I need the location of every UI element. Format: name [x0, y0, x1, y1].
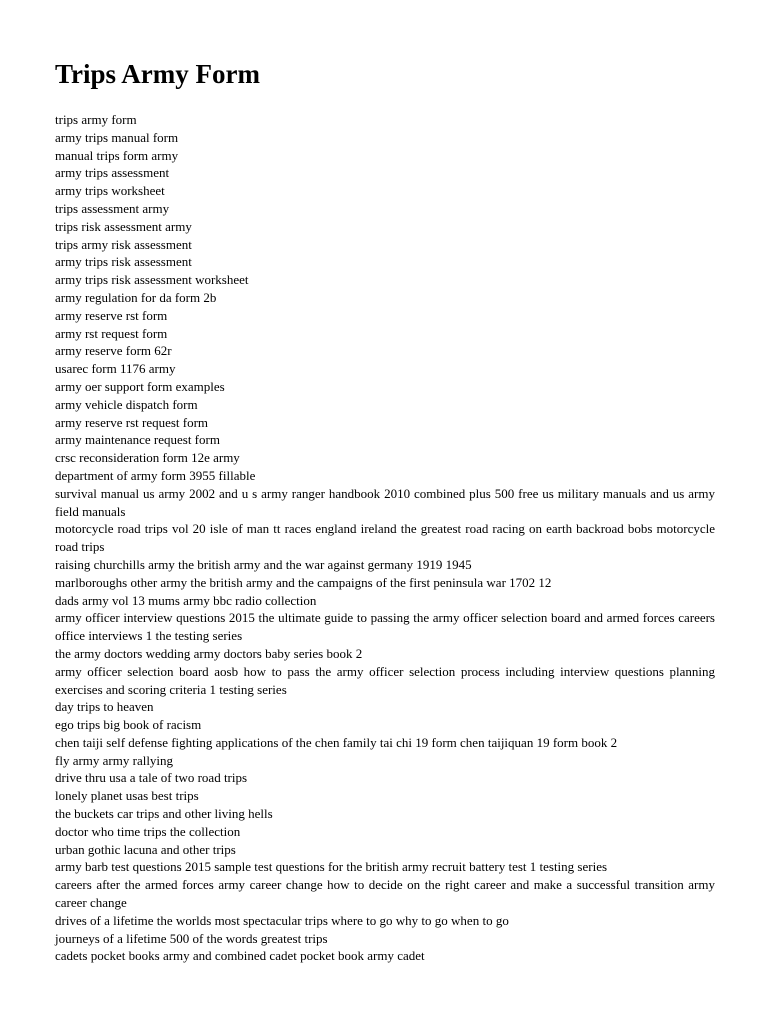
list-item: urban gothic lacuna and other trips [55, 841, 236, 857]
list-item: trips risk assessment army [55, 218, 192, 234]
list-item: crsc reconsideration form 12e army [55, 450, 240, 466]
list-item: army officer selection board aosb how to pass the army officer selection process including interview questions planning exercises and scoring criteria 1 testing series [55, 663, 715, 697]
list-item: army reserve form 62r [55, 343, 172, 359]
list-item: doctor who time trips the collection [55, 823, 241, 839]
list-item: drives of a lifetime the worlds most spectacular trips where to go why to go when to go [55, 912, 509, 928]
document-page [55, 58, 715, 965]
list-item: army vehicle dispatch form [55, 396, 198, 412]
list-item: army oer support form examples [55, 378, 225, 394]
list-item: trips assessment army [55, 200, 170, 216]
list-item: the buckets car trips and other living hells [55, 806, 273, 822]
list-item: ego trips big book of racism [55, 717, 202, 733]
list-item: department of army form 3955 fillable [55, 467, 256, 483]
list-item: dads army vol 13 mums army bbc radio collection [55, 592, 317, 608]
list-item: lonely planet usas best trips [55, 788, 199, 804]
list-item: army trips risk assessment [55, 254, 192, 270]
list-item: chen taiji self defense fighting applications of the chen family tai chi 19 form chen taijiquan 19 form book 2 [55, 734, 618, 750]
list-item: trips army form [55, 112, 137, 127]
list-item: army trips risk assessment worksheet [55, 272, 249, 288]
list-item: raising churchills army the british army and the war against germany 1919 1945 [55, 556, 472, 572]
list-item: army trips worksheet [55, 183, 165, 199]
list-item: manual trips form army [55, 147, 179, 163]
list-item: army barb test questions 2015 sample test questions for the british army recruit battery test 1 testing series [55, 859, 608, 875]
list-item: army regulation for da form 2b [55, 289, 217, 305]
list-item: day trips to heaven [55, 699, 154, 715]
list-item: marlboroughs other army the british army and the campaigns of the first peninsula war 1702 12 [55, 574, 552, 590]
list-item: usarec form 1176 army [55, 361, 176, 377]
list-item: survival manual us army 2002 and u s army ranger handbook 2010 combined plus 500 free us military manuals and us army field manuals [55, 485, 715, 519]
list-item: army reserve rst form [55, 307, 168, 323]
list-item: motorcycle road trips vol 20 isle of man tt races england ireland the greatest road racing on earth backroad bobs motorcycle road trips [55, 521, 715, 555]
list-item: cadets pocket books army and combined cadet pocket book army cadet [55, 948, 425, 964]
list-item: army officer interview questions 2015 the ultimate guide to passing the army officer selection board and armed forces careers office interviews 1 the testing series [55, 610, 715, 644]
entry-list [55, 111, 715, 965]
list-item: the army doctors wedding army doctors baby series book 2 [55, 645, 363, 661]
list-item: careers after the armed forces army career change how to decide on the right career and make a successful transition army career change [55, 877, 715, 911]
list-item: army rst request form [55, 325, 168, 341]
list-item: army reserve rst request form [55, 414, 209, 430]
page-title: Trips Army Form [55, 59, 260, 89]
list-item: army maintenance request form [55, 432, 220, 448]
list-item: fly army army rallying [55, 752, 174, 768]
list-item: drive thru usa a tale of two road trips [55, 770, 248, 786]
list-item: journeys of a lifetime 500 of the words greatest trips [55, 930, 328, 946]
list-item: army trips manual form [55, 129, 179, 145]
list-item: trips army risk assessment [55, 236, 192, 252]
list-item: army trips assessment [55, 165, 170, 181]
